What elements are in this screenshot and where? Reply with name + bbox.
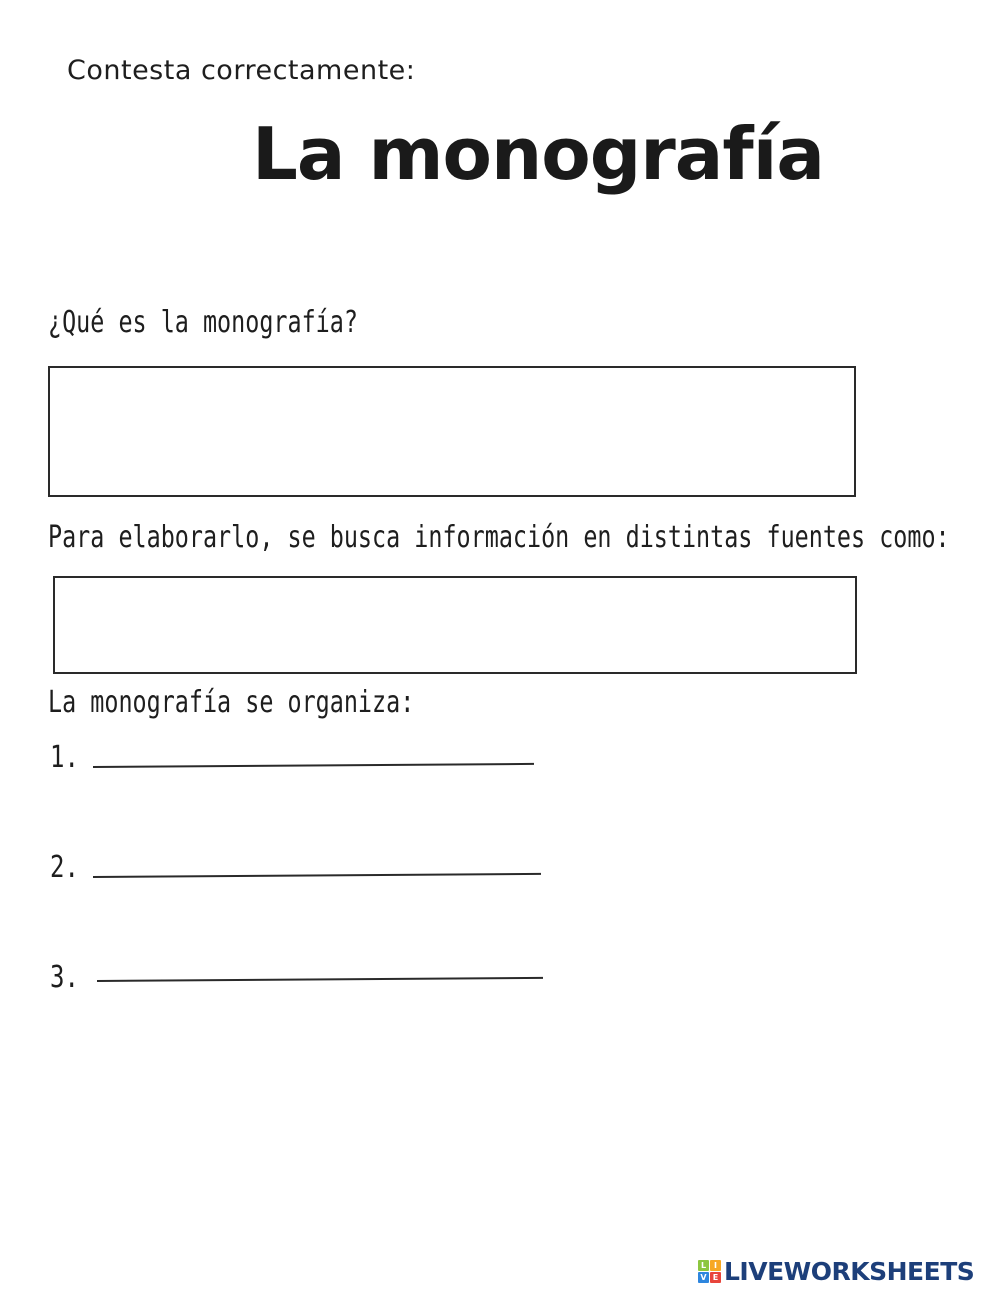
answer-line-2[interactable] <box>93 873 541 878</box>
answer-box-1[interactable] <box>48 366 856 497</box>
worksheet-title: La monografía <box>252 112 824 196</box>
live-logo-icon <box>698 1260 721 1283</box>
question-1-label: ¿Qué es la monografía? <box>48 305 358 340</box>
answer-line-1[interactable] <box>93 763 534 768</box>
logo-letter-e: E <box>710 1272 721 1283</box>
answer-box-2[interactable] <box>53 576 857 674</box>
liveworksheets-logo <box>698 1257 974 1286</box>
item-number-1: 1. <box>50 740 79 775</box>
logo-letter-l: L <box>698 1260 709 1271</box>
answer-line-3[interactable] <box>97 977 543 982</box>
item-number-3: 3. <box>50 960 79 995</box>
logo-letter-v: V <box>698 1272 709 1283</box>
question-3-label: La monografía se organiza: <box>48 685 415 720</box>
instruction-text: Contesta correctamente: <box>67 55 416 86</box>
logo-letter-i: I <box>710 1260 721 1271</box>
question-2-label: Para elaborarlo, se busca información en distintas fuentes como: <box>48 520 950 555</box>
item-number-2: 2. <box>50 850 79 885</box>
logo-text: LIVEWORKSHEETS <box>724 1257 975 1286</box>
